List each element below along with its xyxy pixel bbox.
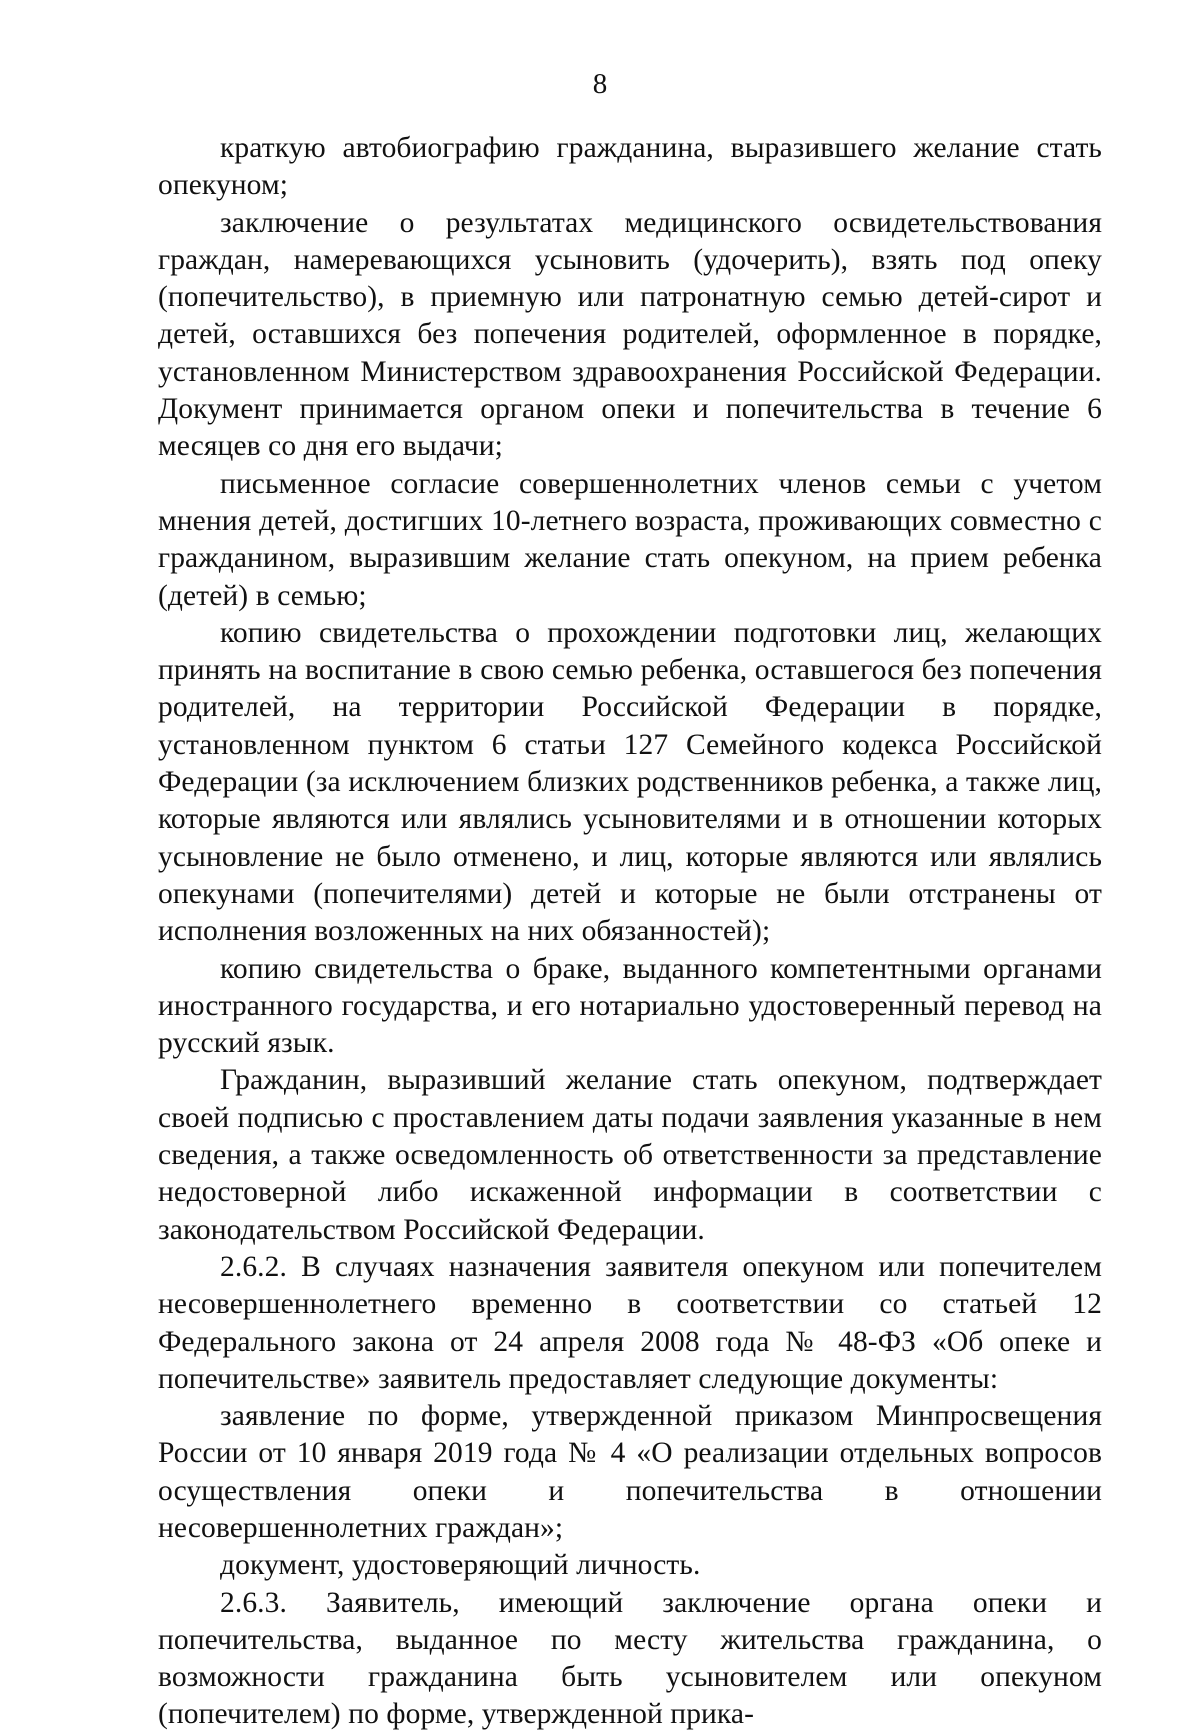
paragraph-training-certificate: копию свидетельства о прохождении подготовки лиц, желающих принять на воспитание в свою семью ребенка, оставшегося без попечения родителей, на территории Российской Федерации в порядке, установленном пунктом 6 статьи 127 Семейного кодекса Российской Федерации (за исключением близких родственников ребенка, а также лиц, которые являются или являлись усыновителями и в отношении которых усыновление не было отменено, и лиц, которые являются или являлись опекунами (попечителями) детей и которые не были отстранены от исполнения возложенных на них обязанностей); xyxy=(158,616,1102,948)
paragraph-medical-conclusion: заключение о результатах медицинского освидетельствования граждан, намеревающихся усыновить (удочерить), взять под опеку (попечительство), в приемную или патронатную семью детей-сирот и детей, оставшихся без попечения родителей, оформленное в порядке, установленном Министерством здравоохранения Российской Федерации. Документ принимается органом опеки и попечительства в течение 6 месяцев со дня его выдачи; xyxy=(158,206,1102,463)
page-number: 8 xyxy=(592,68,608,100)
paragraph-marriage-certificate: копию свидетельства о браке, выданного компетентными органами иностранного государства, и его нотариально удостоверенный перевод на русский язык. xyxy=(158,952,1102,1060)
paragraph-autobiography: краткую автобиографию гражданина, выразившего желание стать опекуном; xyxy=(158,132,1102,202)
paragraph-signature-confirmation: Гражданин, выразивший желание стать опекуном, подтверждает своей подписью с проставлением даты подачи заявления указанные в нем сведения, а также осведомленность об ответственности за представление недостоверной либо искаженной информации в соответствии с законодательством Российской Федерации. xyxy=(158,1064,1102,1246)
paragraph-family-consent: письменное согласие совершеннолетних членов семьи с учетом мнения детей, достигших 10-летнего возраста, проживающих совместно с гражданином, выразившим желание стать опекуном, на прием ребенка (детей) в семью; xyxy=(158,467,1102,612)
paragraph-section-2-6-3: 2.6.3. Заявитель, имеющий заключение органа опеки и попечительства, выданное по месту жительства гражданина, о возможности гражданина быть усыновителем или опекуном (попечителем) по форме, утвержденной прика- xyxy=(158,1586,1102,1731)
paragraph-section-2-6-2: 2.6.2. В случаях назначения заявителя опекуном или попечителем несовершеннолетнего временно в соответствии со статьей 12 Федерального закона от 24 апреля 2008 года № 48-ФЗ «Об опеке и попечительстве» заявитель предоставляет следующие документы: xyxy=(158,1250,1102,1395)
paragraph-application-form: заявление по форме, утвержденной приказом Минпросвещения России от 10 января 2019 года № 4 «О реализации отдельных вопросов осуществления опеки и попечительства в отношении несовершеннолетних граждан»; xyxy=(158,1400,1102,1544)
document-body xyxy=(158,130,1102,1734)
paragraph-identity-document: документ, удостоверяющий личность. xyxy=(220,1549,701,1582)
